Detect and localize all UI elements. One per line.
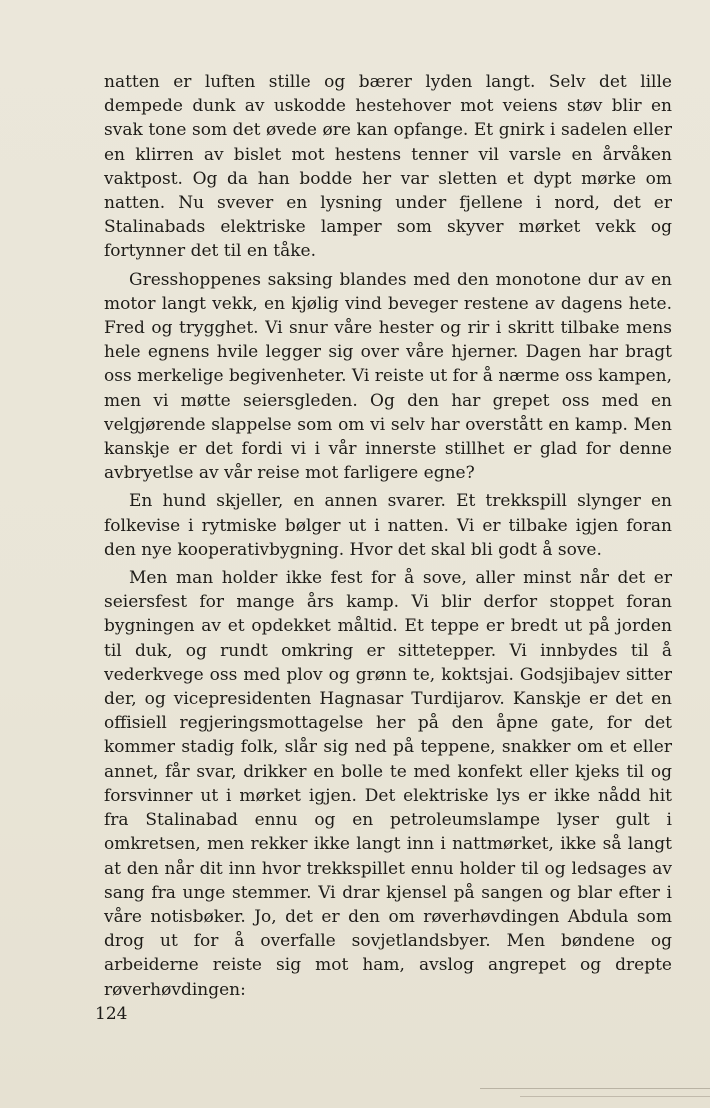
page-edge-line <box>480 1088 710 1089</box>
paragraph-3: En hund skjeller, en annen svarer. Et trekkspill slynger en folkevise i rytmiske bølger ut i natten. Vi er tilbake igjen foran den nye kooperativbygning. Hvor det skal bli godt å sove. <box>104 491 672 560</box>
paragraph-4: Men man holder ikke fest for å sove, aller minst når det er seiersfest for mange års kamp. Vi blir derfor stoppet foran bygningen av et opdekket måltid. Et teppe er bredt ut på jorden til duk, og rundt omkring er sittetepper. Vi innbydes til å vederkvege oss med plov og grønn te, koktsjai. Godsjibajev sitter der, og vicepresidenten Hagnasar Turdijarov. Kanskje er det en offisiell regjeringsmottagelse her på den åpne gate, for det kommer stadig folk, slår sig ned på teppene, snakker om et eller annet, får svar, drikker en bolle te med konfekt eller kjeks til og forsvinner ut i mørket igjen. Det elektriske lys er ikke nådd hit fra Stalinabad ennu og en petroleumslampe lyser gult i omkretsen, men rekker ikke langt inn i nattmørket, ikke så langt at den når dit inn hvor trekkspillet ennu holder til og ledsages av sang fra unge stemmer. Vi drar kjensel på sangen og blar efter i våre notisbøker. Jo, det er den om røverhøvdingen Abdula som drog ut for å overfalle sovjetlandsbyer. Men bøndene og arbeiderne reiste sig mot ham, avslog angrepet og drepte røverhøvdingen: <box>104 568 672 1000</box>
paragraph-2: Gresshoppenes saksing blandes med den monotone dur av en motor langt vekk, en kjølig vind beveger restene av dagens hete. Fred og trygghet. Vi snur våre hester og rir i skritt tilbake mens hele egnens hvile legger sig over våre hjerner. Dagen har bragt oss merkelige begivenheter. Vi reiste ut for å nærme oss kampen, men vi møtte seiersgleden. Og den har grepet oss med en velgjørende slappelse som om vi selv har overstått en kamp. Men kanskje er det fordi vi i vår innerste stillhet er glad for denne avbryetlse av vår reise mot farligere egne? <box>104 269 672 484</box>
page-edge-line <box>520 1096 710 1097</box>
page-number: 124 <box>95 1004 128 1024</box>
body-text <box>104 70 672 1002</box>
paragraph-1: natten er luften stille og bærer lyden langt. Selv det lille dempede dunk av uskodde hestehover mot veiens støv blir en svak tone som det øvede øre kan opfange. Et gnirk i sadelen eller en klirren av bislet mot hestens tenner vil varsle en årvåken vaktpost. Og da han bodde her var sletten et dypt mørke om natten. Nu svever en lysning under fjellene i nord, det er Stalinabads elektriske lamper som skyver mørket vekk og fortynner det til en tåke. <box>104 72 672 262</box>
